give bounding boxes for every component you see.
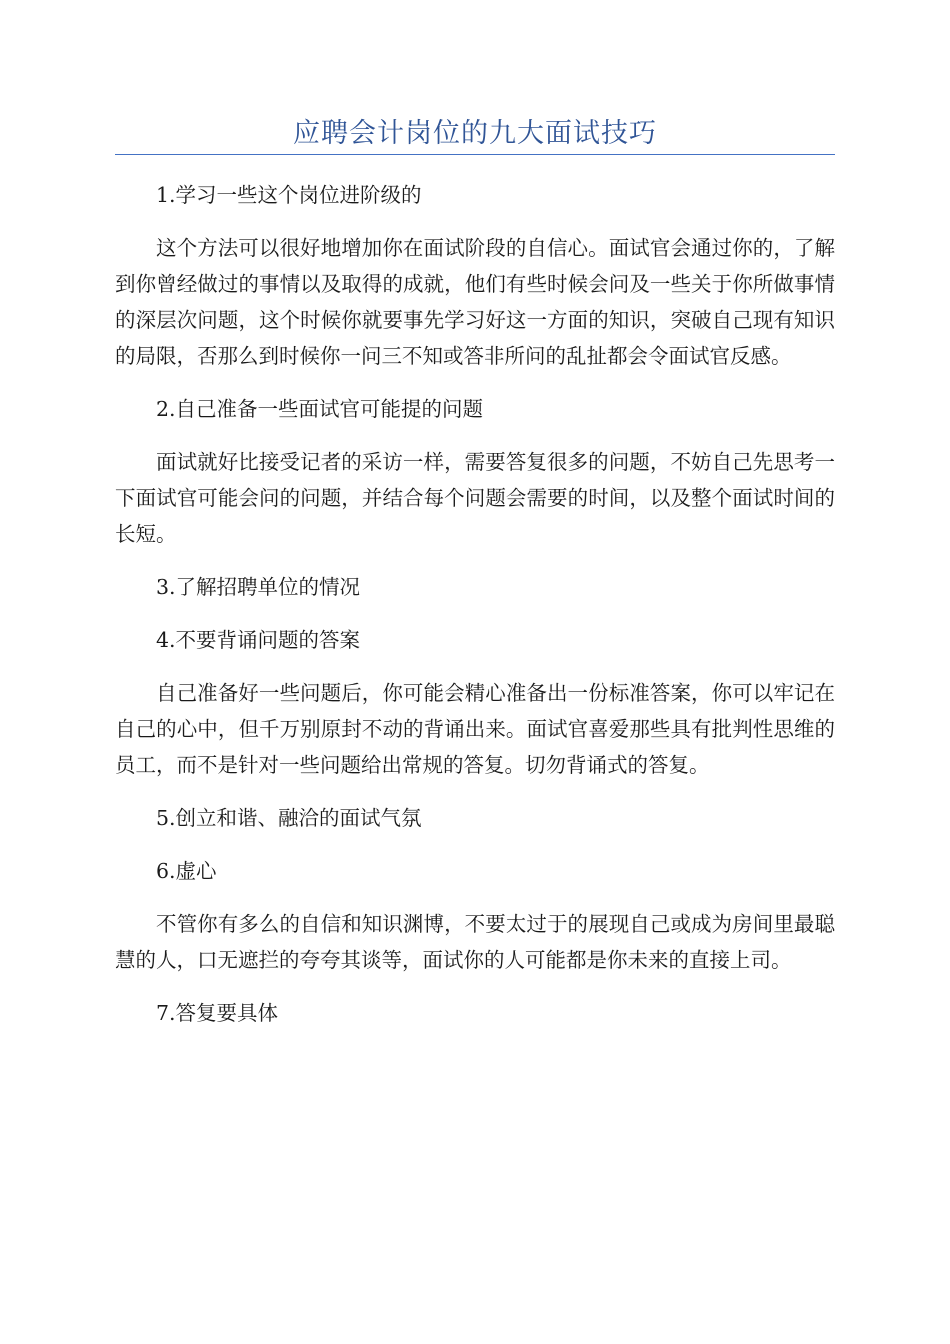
section-heading: 3.了解招聘单位的情况 <box>156 575 361 599</box>
title-underline <box>115 154 835 155</box>
paragraph: 这个方法可以很好地增加你在面试阶段的自信心。面试官会通过你的，了解到你曾经做过的事情以及取得的成就，他们有些时候会问及一些关于你所做事情的深层次问题，这个时候你就要事先学习好这一方面的知识，突破自己现有知识的局限，否那么到时候你一问三不知或答非所问的乱扯都会令面试官反感。 <box>115 236 835 368</box>
section-heading: 7.答复要具体 <box>156 1001 279 1025</box>
paragraph: 面试就好比接受记者的采访一样，需要答复很多的问题，不妨自己先思考一下面试官可能会问的问题，并结合每个问题会需要的时间，以及整个面试时间的长短。 <box>115 450 835 546</box>
section-heading: 2.自己准备一些面试官可能提的问题 <box>156 397 484 421</box>
page-title: 应聘会计岗位的九大面试技巧 <box>293 118 657 149</box>
section-heading: 1.学习一些这个岗位进阶级的 <box>156 183 422 207</box>
paragraph: 自己准备好一些问题后，你可能会精心准备出一份标准答案，你可以牢记在自己的心中，但千万别原封不动的背诵出来。面试官喜爱那些具有批判性思维的员工，而不是针对一些问题给出常规的答复。切勿背诵式的答复。 <box>115 681 835 777</box>
paragraph: 不管你有多么的自信和知识渊博，不要太过于的展现自己或成为房间里最聪慧的人，口无遮拦的夸夸其谈等，面试你的人可能都是你未来的直接上司。 <box>115 912 835 972</box>
section-heading: 6.虚心 <box>156 859 217 883</box>
document-page <box>115 0 835 1048</box>
section-heading: 4.不要背诵问题的答案 <box>156 628 361 652</box>
section-heading: 5.创立和谐、融洽的面试气氛 <box>156 806 422 830</box>
document-body <box>115 177 835 1031</box>
